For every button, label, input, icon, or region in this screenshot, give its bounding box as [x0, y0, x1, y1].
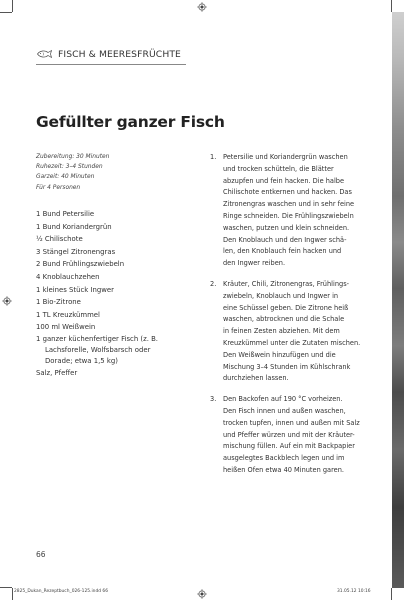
prep-time: Zubereitung: 30 Minuten: [36, 154, 110, 160]
step-line: in feinen Zesten abziehen. Mit dem: [223, 327, 340, 336]
photo-bleed-edge: [392, 12, 404, 588]
ingredient-item: 100 ml Weißwein: [36, 323, 96, 332]
step-line: Ringe schneiden. Die Frühlingszwiebeln: [223, 211, 354, 220]
header-divider: [36, 64, 186, 65]
crop-mark: [391, 588, 392, 600]
registration-mark-icon: [197, 2, 207, 12]
ingredient-item: 1 Bio-Zitrone: [36, 298, 81, 307]
step-line: Kräuter, Chili, Zitronengras, Frühlings-: [223, 279, 350, 288]
ingredient-item: 4 Knoblauchzehen: [36, 272, 100, 281]
registration-mark-icon: [2, 296, 12, 306]
step-line: und Pfeffer würzen und mit der Kräuter-: [223, 430, 355, 439]
ingredient-line: Lachsforelle, Wolfsbarsch oder: [45, 346, 151, 355]
step-1: [210, 152, 372, 270]
step-line: zwiebeln, Knoblauch und Ingwer in: [223, 291, 339, 300]
step-line: Den Fisch innen und außen waschen,: [223, 406, 346, 415]
ingredient-item: 1 Bund Petersilie: [36, 210, 95, 218]
step-line: abzupfen und fein hacken. Die halbe: [223, 176, 345, 185]
ingredient-list: [36, 208, 196, 379]
registration-mark-icon: [197, 589, 207, 599]
servings: Für 4 Personen: [36, 184, 81, 191]
rest-time: Ruhezeit: 3–4 Stunden: [36, 164, 103, 171]
ingredient-item: Salz, Pfeffer: [36, 368, 78, 377]
step-text: [223, 152, 372, 270]
crop-mark: [0, 12, 12, 13]
step-number: 1.: [210, 153, 217, 161]
ingredient-item: 1 TL Kreuzkümmel: [36, 310, 100, 319]
ingredient-item-fish: [36, 334, 186, 368]
crop-mark: [0, 587, 12, 588]
step-list: [210, 152, 372, 486]
step-line: eine Schüssel geben. Die Zitrone heiß: [223, 303, 349, 312]
step-line: ausgelegtes Backblech legen und im: [223, 454, 345, 463]
step-line: Chilischote entkernen und hacken. Das: [223, 188, 352, 197]
step-line: trocken tupfen, innen und außen mit Salz: [223, 418, 360, 427]
step-3: [210, 394, 372, 477]
print-slug-date: 31.05.12 10:16: [337, 589, 371, 594]
ingredient-line: Dorade; etwa 1,5 kg): [45, 357, 118, 366]
step-line: Den Weißwein hinzufügen und die: [223, 350, 336, 359]
ingredient-item: 3 Stängel Zitronengras: [36, 247, 116, 256]
step-line: len, den Knoblauch fein hacken und: [223, 247, 342, 256]
ingredient-item: 1 kleines Stück Ingwer: [36, 285, 114, 294]
step-line: Zitronengras waschen und in sehr feine: [223, 200, 355, 209]
step-line: waschen, putzen und klein schneiden.: [223, 223, 350, 232]
ingredient-item: 1 Bund Koriandergrün: [36, 222, 112, 231]
crop-mark: [12, 0, 13, 12]
ingredient-item: ½ Chilischote: [36, 235, 83, 244]
fish-icon: [36, 49, 53, 59]
step-number: 2.: [210, 279, 217, 288]
step-line: mischung füllen. Auf ein mit Backpapier: [223, 442, 355, 451]
crop-mark: [12, 588, 13, 600]
step-line: Petersilie und Koriandergrün waschen: [223, 153, 348, 161]
print-slug-filename: 2825_Dukan_Rezeptbuch_026-125.indd 66: [14, 589, 108, 594]
step-line: waschen, abtrocknen und die Schale: [223, 315, 345, 324]
crop-mark: [391, 0, 392, 12]
recipe-title: Gefüllter ganzer Fisch: [36, 113, 225, 131]
ingredient-line: 1 ganzer küchenfertiger Fisch (z. B.: [36, 334, 158, 343]
step-line: Den Backofen auf 190 °C vorheizen.: [223, 395, 343, 404]
recipe-meta: [36, 152, 196, 193]
step-2: [210, 279, 372, 385]
section-title: FISCH & MEERESFRÜCHTE: [58, 48, 181, 60]
step-line: Den Knoblauch und den Ingwer schä-: [223, 235, 347, 244]
step-line: Kreuzkümmel unter die Zutaten mischen.: [223, 338, 361, 347]
step-text: [223, 394, 372, 477]
step-line: und trocken schütteln, die Blätter: [223, 164, 334, 173]
step-line: durchziehen lassen.: [223, 374, 289, 383]
step-line: heißen Ofen etwa 40 Minuten garen.: [223, 465, 344, 474]
cook-time: Garzeit: 40 Minuten: [36, 174, 95, 181]
ingredient-item: 2 Bund Frühlingszwiebeln: [36, 260, 125, 269]
section-header: [36, 46, 181, 62]
page-number: 66: [36, 550, 46, 559]
step-line: den Ingwer reiben.: [223, 259, 286, 268]
step-text: [223, 279, 372, 385]
step-line: Mischung 3–4 Stunden im Kühlschrank: [223, 362, 351, 371]
step-number: 3.: [210, 395, 217, 404]
